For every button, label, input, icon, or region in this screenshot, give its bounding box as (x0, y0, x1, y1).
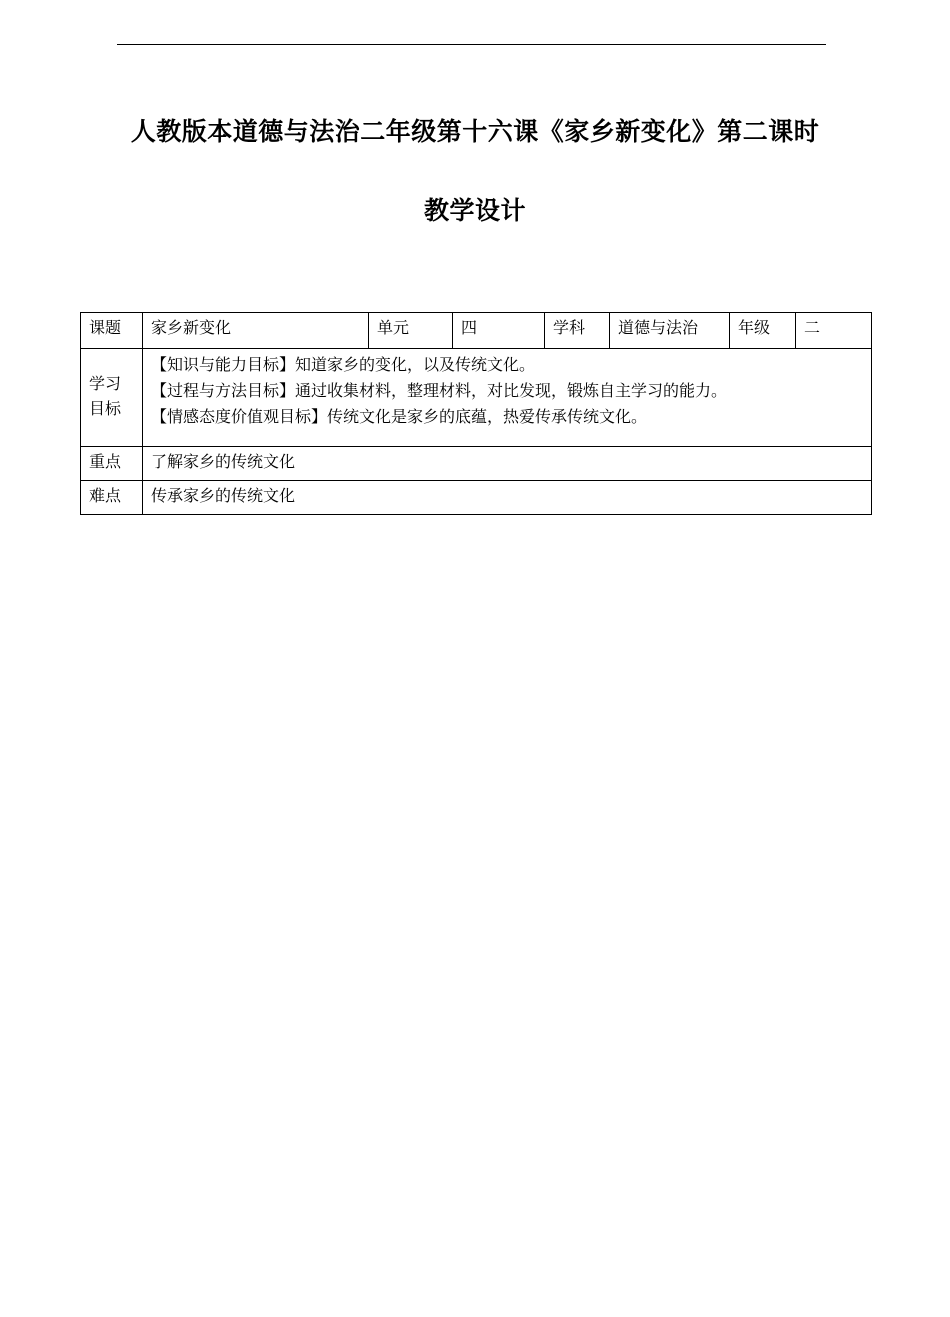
goals-label (81, 349, 143, 447)
unit-value: 四 (453, 313, 545, 349)
goal-process: 【过程与方法目标】通过收集材料，整理材料，对比发现，锻炼自主学习的能力。 (151, 381, 728, 400)
document-title: 人教版本道德与法治二年级第十六课《家乡新变化》第二课时 (130, 117, 820, 146)
topic-label: 课题 (81, 313, 143, 349)
document-subtitle: 教学设计 (423, 196, 526, 225)
key-point-value: 了解家乡的传统文化 (143, 447, 872, 481)
grade-label: 年级 (730, 313, 796, 349)
goals-label-line1: 学习 (89, 374, 122, 393)
unit-label: 单元 (369, 313, 453, 349)
goals-label-line2: 目标 (89, 399, 122, 418)
goal-knowledge: 【知识与能力目标】知道家乡的变化，以及传统文化。 (151, 355, 536, 374)
header-rule (117, 44, 826, 45)
difficulty-label: 难点 (81, 481, 143, 515)
difficulty-value: 传承家乡的传统文化 (143, 481, 872, 515)
table-row-goals (81, 349, 872, 447)
topic-value: 家乡新变化 (143, 313, 369, 349)
subject-value: 道德与法治 (610, 313, 730, 349)
lesson-plan-table (80, 312, 872, 515)
goal-attitude: 【情感态度价值观目标】传统文化是家乡的底蕴，热爱传承传统文化。 (151, 407, 648, 426)
table-row-key-point (81, 447, 872, 481)
table-row-header (81, 313, 872, 349)
subject-label: 学科 (545, 313, 610, 349)
goals-content (143, 349, 872, 447)
table-row-difficulty (81, 481, 872, 515)
key-point-label: 重点 (81, 447, 143, 481)
grade-value: 二 (796, 313, 872, 349)
